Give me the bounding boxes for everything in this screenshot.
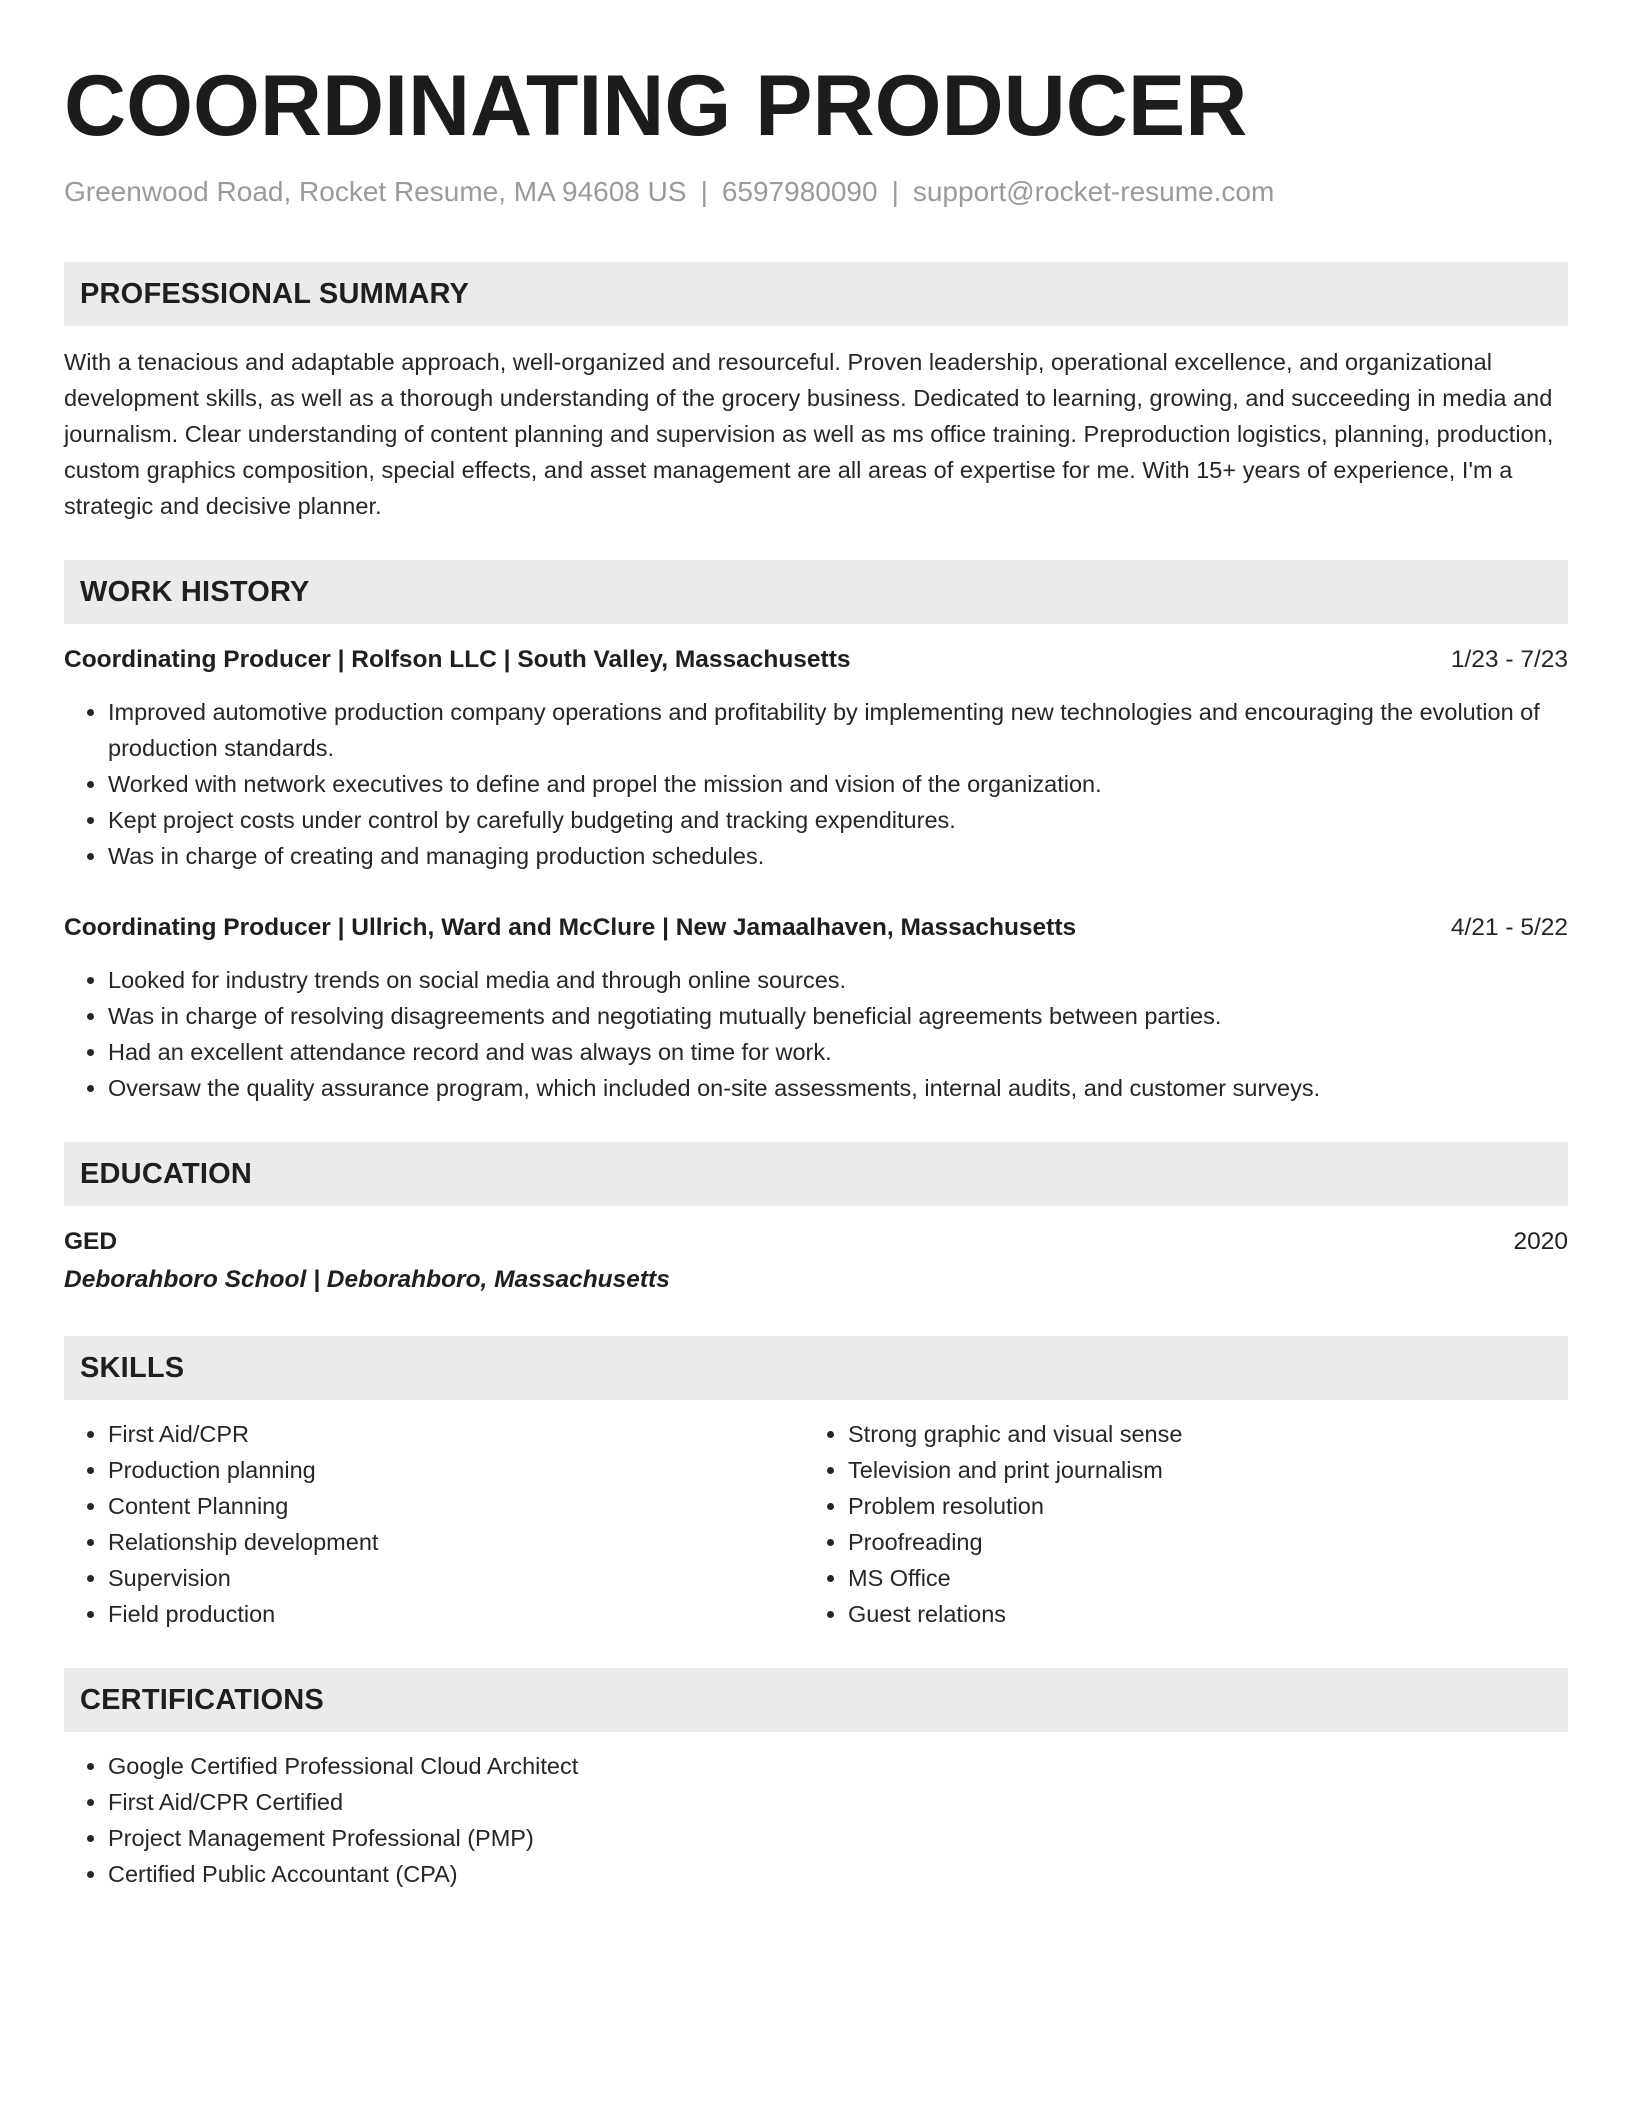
contact-address: Greenwood Road, Rocket Resume, MA 94608 US xyxy=(64,176,687,207)
skill-item: • Field production xyxy=(108,1596,804,1632)
certification-item: • Project Management Professional (PMP) xyxy=(108,1820,1568,1856)
skill-item: • Problem resolution xyxy=(848,1488,1544,1524)
job-bullet: • Was in charge of creating and managing production schedules. xyxy=(108,838,1568,874)
job-bullet: • Looked for industry trends on social media and through online sources. xyxy=(108,962,1568,998)
skill-item: • Relationship development xyxy=(108,1524,804,1560)
job-bullet: • Kept project costs under control by carefully budgeting and tracking expenditures. xyxy=(108,802,1568,838)
section-heading-education: EDUCATION xyxy=(64,1142,1568,1206)
education-degree: GED xyxy=(64,1228,118,1255)
job-title: Coordinating Producer | Ullrich, Ward and McClure | New Jamaalhaven, Massachusetts xyxy=(64,914,1077,941)
job-title: Coordinating Producer | Rolfson LLC | South Valley, Massachusetts xyxy=(64,646,851,673)
candidate-name: COORDINATING PRODUCER xyxy=(64,58,1248,154)
job-bullet: • Had an excellent attendance record and was always on time for work. xyxy=(108,1034,1568,1070)
education-header xyxy=(64,1224,1568,1260)
skills-list-right xyxy=(804,1416,1544,1632)
contact-separator: | xyxy=(700,176,708,207)
skill-item: • Supervision xyxy=(108,1560,804,1596)
skill-item: • Proofreading xyxy=(848,1524,1544,1560)
skills-list-left xyxy=(64,1416,804,1632)
job-bullet-list xyxy=(64,694,1568,874)
section-heading-certifications: CERTIFICATIONS xyxy=(64,1668,1568,1732)
certifications-list xyxy=(64,1748,1568,1892)
skill-item: • MS Office xyxy=(848,1560,1544,1596)
section-heading-work-history: WORK HISTORY xyxy=(64,560,1568,624)
job-bullet: • Was in charge of resolving disagreements and negotiating mutually beneficial agreements between parties. xyxy=(108,998,1568,1034)
section-heading-skills: SKILLS xyxy=(64,1336,1568,1400)
certification-item: • Google Certified Professional Cloud Architect xyxy=(108,1748,1568,1784)
job-bullet-list xyxy=(64,962,1568,1106)
contact-line xyxy=(64,174,1568,210)
skill-item: • Content Planning xyxy=(108,1488,804,1524)
contact-phone: 6597980090 xyxy=(721,176,878,207)
skills-columns xyxy=(64,1416,1568,1632)
job-bullet: • Improved automotive production company operations and profitability by implementing new technologies and encouraging the evolution of production standards. xyxy=(108,694,1568,766)
job-header xyxy=(64,642,1568,678)
section-heading-summary: PROFESSIONAL SUMMARY xyxy=(64,262,1568,326)
job-header xyxy=(64,910,1568,946)
skill-item: • Television and print journalism xyxy=(848,1452,1544,1488)
education-year: 2020 xyxy=(1513,1228,1568,1255)
certification-item: • First Aid/CPR Certified xyxy=(108,1784,1568,1820)
skill-item: • Strong graphic and visual sense xyxy=(848,1416,1544,1452)
education-school: Deborahboro School | Deborahboro, Massachusetts xyxy=(64,1266,670,1293)
job-bullet: • Oversaw the quality assurance program, which included on-site assessments, internal audits, and customer surveys. xyxy=(108,1070,1568,1106)
job-dates: 4/21 - 5/22 xyxy=(1450,914,1568,941)
skill-item: • First Aid/CPR xyxy=(108,1416,804,1452)
job-bullet: • Worked with network executives to define and propel the mission and vision of the organization. xyxy=(108,766,1568,802)
skill-item: • Production planning xyxy=(108,1452,804,1488)
skill-item: • Guest relations xyxy=(848,1596,1544,1632)
contact-separator: | xyxy=(891,176,899,207)
job-dates: 1/23 - 7/23 xyxy=(1450,646,1568,673)
certification-item: • Certified Public Accountant (CPA) xyxy=(108,1856,1568,1892)
summary-text: With a tenacious and adaptable approach, well-organized and resourceful. Proven leadership, operational excellence, and organizational development skills, as well as a thorough understanding of the grocery business. Dedicated to learning, growing, and succeeding in media and journalism. Clear understanding of content planning and supervision as well as ms office training. Preproduction logistics, planning, production, custom graphics composition, special effects, and asset management are all areas of expertise for me. With 15+ years of experience, I'm a strategic and decisive planner. xyxy=(64,349,1554,519)
contact-email: support@rocket-resume.com xyxy=(912,176,1275,207)
